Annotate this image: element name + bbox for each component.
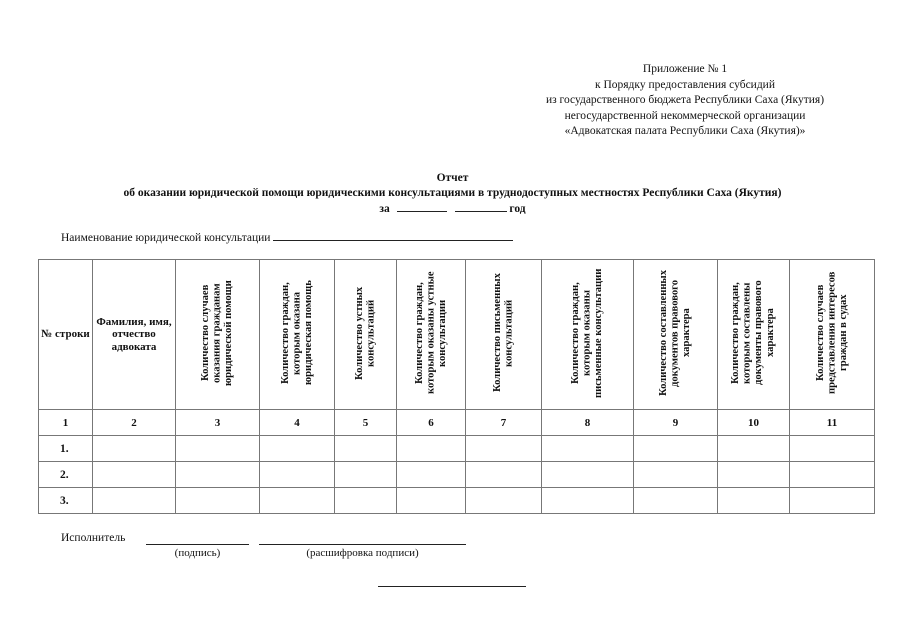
data-cell[interactable] [176, 488, 260, 514]
column-number: 7 [466, 410, 542, 436]
header-cell [790, 260, 875, 410]
report-table [38, 259, 875, 514]
signature-caption: (подпись) [174, 547, 221, 559]
data-cell[interactable] [542, 488, 634, 514]
column-number: 4 [260, 410, 335, 436]
row-number: 3. [39, 488, 93, 514]
data-cell[interactable] [542, 436, 634, 462]
header-cell [39, 260, 93, 410]
table-header-row [39, 260, 875, 410]
appendix-line: из государственного бюджета Республики Саха (Якутия) [545, 94, 825, 107]
row-number: 1. [39, 436, 93, 462]
column-number: 5 [335, 410, 397, 436]
report-subheading: об оказании юридической помощи юридическими консультациями в труднодоступных местностях Республики Саха (Якутия) [123, 187, 782, 199]
data-cell[interactable] [260, 462, 335, 488]
header-cell [260, 260, 335, 410]
column-number: 11 [790, 410, 875, 436]
signature-line[interactable] [146, 544, 249, 545]
executor-label: Исполнитель [61, 532, 126, 544]
data-cell[interactable] [790, 462, 875, 488]
data-cell[interactable] [93, 462, 176, 488]
data-cell[interactable] [542, 462, 634, 488]
header-oral-consultations: Количество устных консультаций [353, 286, 377, 380]
column-number: 2 [93, 410, 176, 436]
column-number: 6 [397, 410, 466, 436]
appendix-block [480, 62, 890, 140]
period-prefix: за [379, 203, 390, 215]
column-number: 10 [718, 410, 790, 436]
data-cell[interactable] [634, 488, 718, 514]
header-cell [176, 260, 260, 410]
data-cell[interactable] [93, 488, 176, 514]
header-legal-aid-cases: Количество случаев оказания гражданам юридической помощи [200, 280, 235, 386]
appendix-line: негосударственной некоммерческой организации [564, 109, 806, 122]
period-blank-2[interactable] [455, 201, 507, 212]
header-legal-documents: Количество составленных документов правового характера [658, 270, 693, 396]
header-citizens-oral: Количество граждан, которым оказаны устные консультации [413, 271, 448, 395]
data-cell[interactable] [176, 462, 260, 488]
period-suffix: год [509, 203, 526, 215]
header-written-consultations: Количество письменных консультаций [491, 273, 515, 393]
appendix-line: Приложение № 1 [642, 63, 728, 75]
column-number: 1 [39, 410, 93, 436]
data-cell[interactable] [718, 462, 790, 488]
column-number: 8 [542, 410, 634, 436]
data-cell[interactable] [790, 436, 875, 462]
header-citizens-written: Количество граждан, которым оказаны письменные консультации [570, 268, 605, 398]
data-cell[interactable] [335, 462, 397, 488]
column-number: 9 [634, 410, 718, 436]
report-title-block [0, 171, 905, 217]
report-period [0, 201, 905, 217]
bottom-blank-line[interactable] [378, 586, 526, 587]
header-citizens-documents: Количество граждан, которым составлены документы правового характера [730, 280, 777, 386]
period-blank-1[interactable] [397, 201, 447, 212]
data-cell[interactable] [466, 488, 542, 514]
header-cell [397, 260, 466, 410]
header-cell [335, 260, 397, 410]
data-cell[interactable] [260, 488, 335, 514]
header-cell [93, 260, 176, 410]
data-cell[interactable] [466, 436, 542, 462]
table-row [39, 436, 875, 462]
consultation-name-blank[interactable] [273, 230, 513, 241]
data-cell[interactable] [335, 488, 397, 514]
appendix-line: к Порядку предоставления субсидий [595, 78, 775, 91]
data-cell[interactable] [718, 488, 790, 514]
consultation-name-row [61, 230, 513, 244]
header-cell [466, 260, 542, 410]
signature-decryption-line[interactable] [259, 544, 466, 545]
data-cell[interactable] [634, 436, 718, 462]
data-cell[interactable] [260, 436, 335, 462]
row-number: 2. [39, 462, 93, 488]
data-cell[interactable] [176, 436, 260, 462]
column-number: 3 [176, 410, 260, 436]
header-advocate-name: Фамилия, имя, отчество адвоката [96, 315, 172, 353]
column-number-row [39, 410, 875, 436]
header-cell [542, 260, 634, 410]
data-cell[interactable] [397, 488, 466, 514]
data-cell[interactable] [634, 462, 718, 488]
table-row [39, 462, 875, 488]
data-cell[interactable] [790, 488, 875, 514]
table-row [39, 488, 875, 514]
appendix-line: «Адвокатская палата Республики Саха (Якутия)» [564, 125, 806, 138]
data-cell[interactable] [466, 462, 542, 488]
data-cell[interactable] [397, 462, 466, 488]
header-cell [718, 260, 790, 410]
header-citizens-aided: Количество граждан, которым оказана юридическая помощь [279, 280, 314, 386]
data-cell[interactable] [718, 436, 790, 462]
report-heading: Отчет [436, 172, 469, 184]
header-court-representation: Количество случаев представления интересов граждан в судах [814, 271, 849, 395]
data-cell[interactable] [93, 436, 176, 462]
data-cell[interactable] [335, 436, 397, 462]
decryption-caption: (расшифровка подписи) [306, 547, 419, 559]
consultation-label: Наименование юридической консультации [61, 232, 271, 244]
header-row-number: № строки [41, 328, 90, 341]
data-cell[interactable] [397, 436, 466, 462]
header-cell [634, 260, 718, 410]
